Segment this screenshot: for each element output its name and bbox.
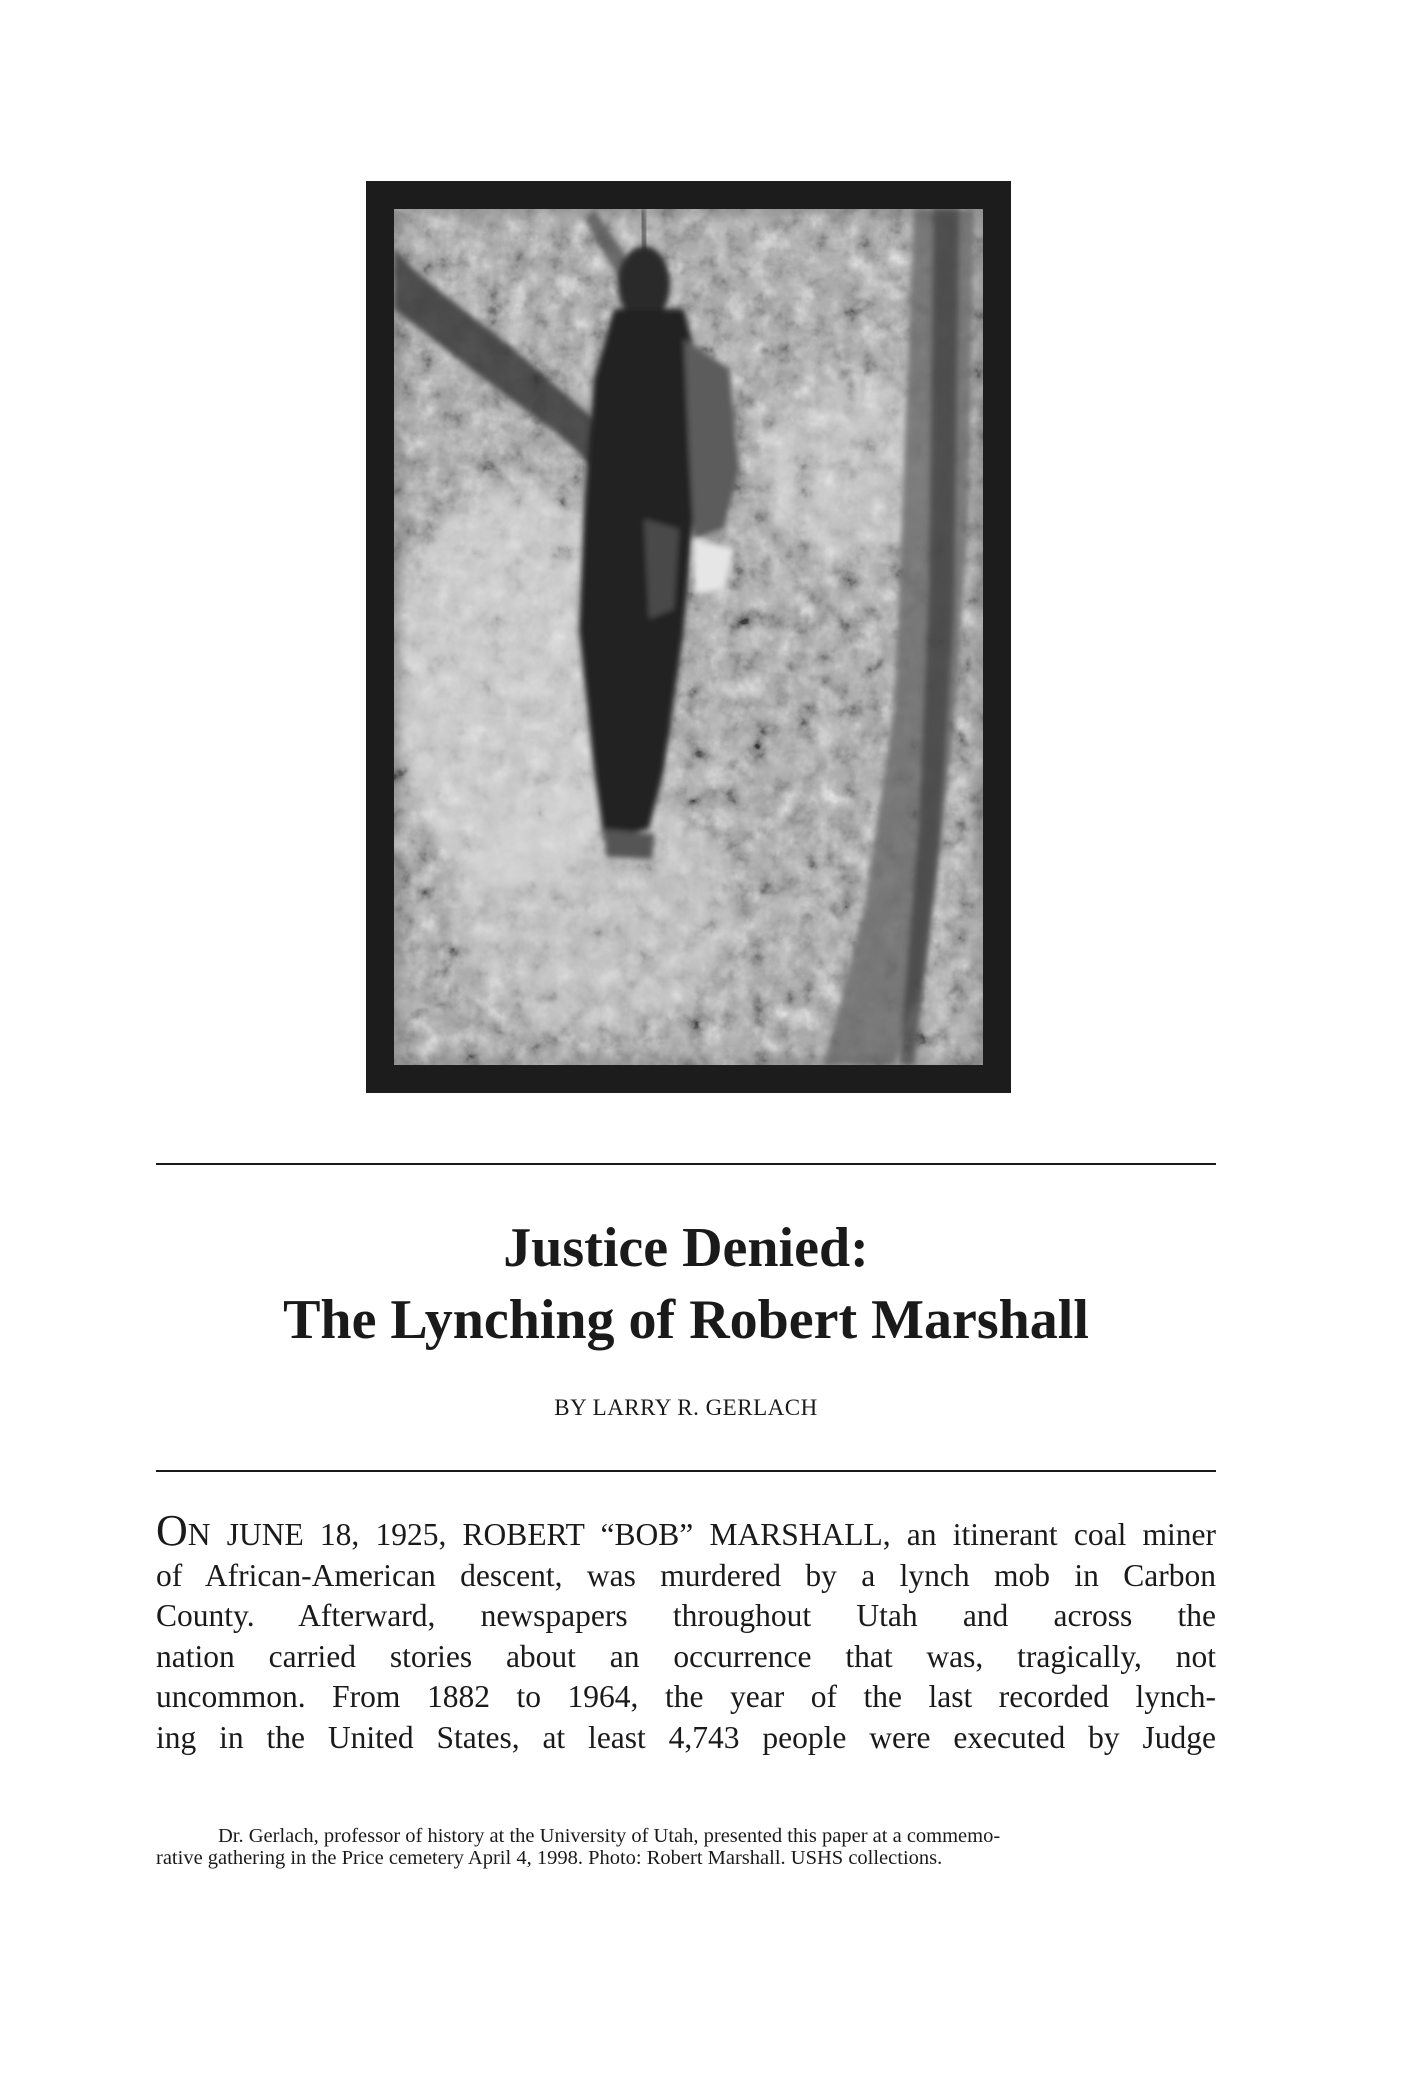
body-line-2: of African-American descent, was murdered by a lynch mob in Carbon — [156, 1557, 1216, 1593]
article-title-line2: The Lynching of Robert Marshall — [283, 1289, 1089, 1351]
photo-image-icon — [394, 209, 983, 1065]
bottom-divider — [156, 1470, 1216, 1472]
top-divider — [156, 1163, 1216, 1165]
article-body — [156, 1506, 1216, 1758]
historical-photograph — [394, 209, 983, 1065]
body-line-1-date: 18, 1925, — [303, 1517, 463, 1552]
drop-cap: O — [156, 1506, 188, 1555]
photo-frame — [366, 181, 1011, 1093]
footnote-line-1: Dr. Gerlach, professor of history at the University of Utah, presented this paper at a commemo- — [218, 1825, 1001, 1847]
body-line-3: County. Afterward, newspapers throughout Utah and across the — [156, 1598, 1216, 1633]
body-line-1 — [156, 1506, 1216, 1556]
lead-small-caps: N JUNE — [187, 1517, 304, 1552]
body-line-6: ing in the United States, at least 4,743 people were executed by Judge — [156, 1719, 1216, 1755]
byline: BY LARRY R. GERLACH — [554, 1395, 818, 1420]
body-line-1-tail: , an itinerant coal miner — [882, 1517, 1216, 1552]
body-line-5: uncommon. From 1882 to 1964, the year of the last recorded lynch- — [156, 1679, 1216, 1714]
subject-name: ROBERT “BOB” MARSHALL — [462, 1517, 883, 1552]
footnote-line-2: rative gathering in the Price cemetery April 4, 1998. Photo: Robert Marshall. USHS collections. — [156, 1847, 943, 1869]
body-line-4: nation carried stories about an occurrence that was, tragically, not — [156, 1638, 1216, 1674]
author-footnote — [156, 1825, 1216, 1869]
article-title-line1: Justice Denied: — [503, 1217, 869, 1279]
